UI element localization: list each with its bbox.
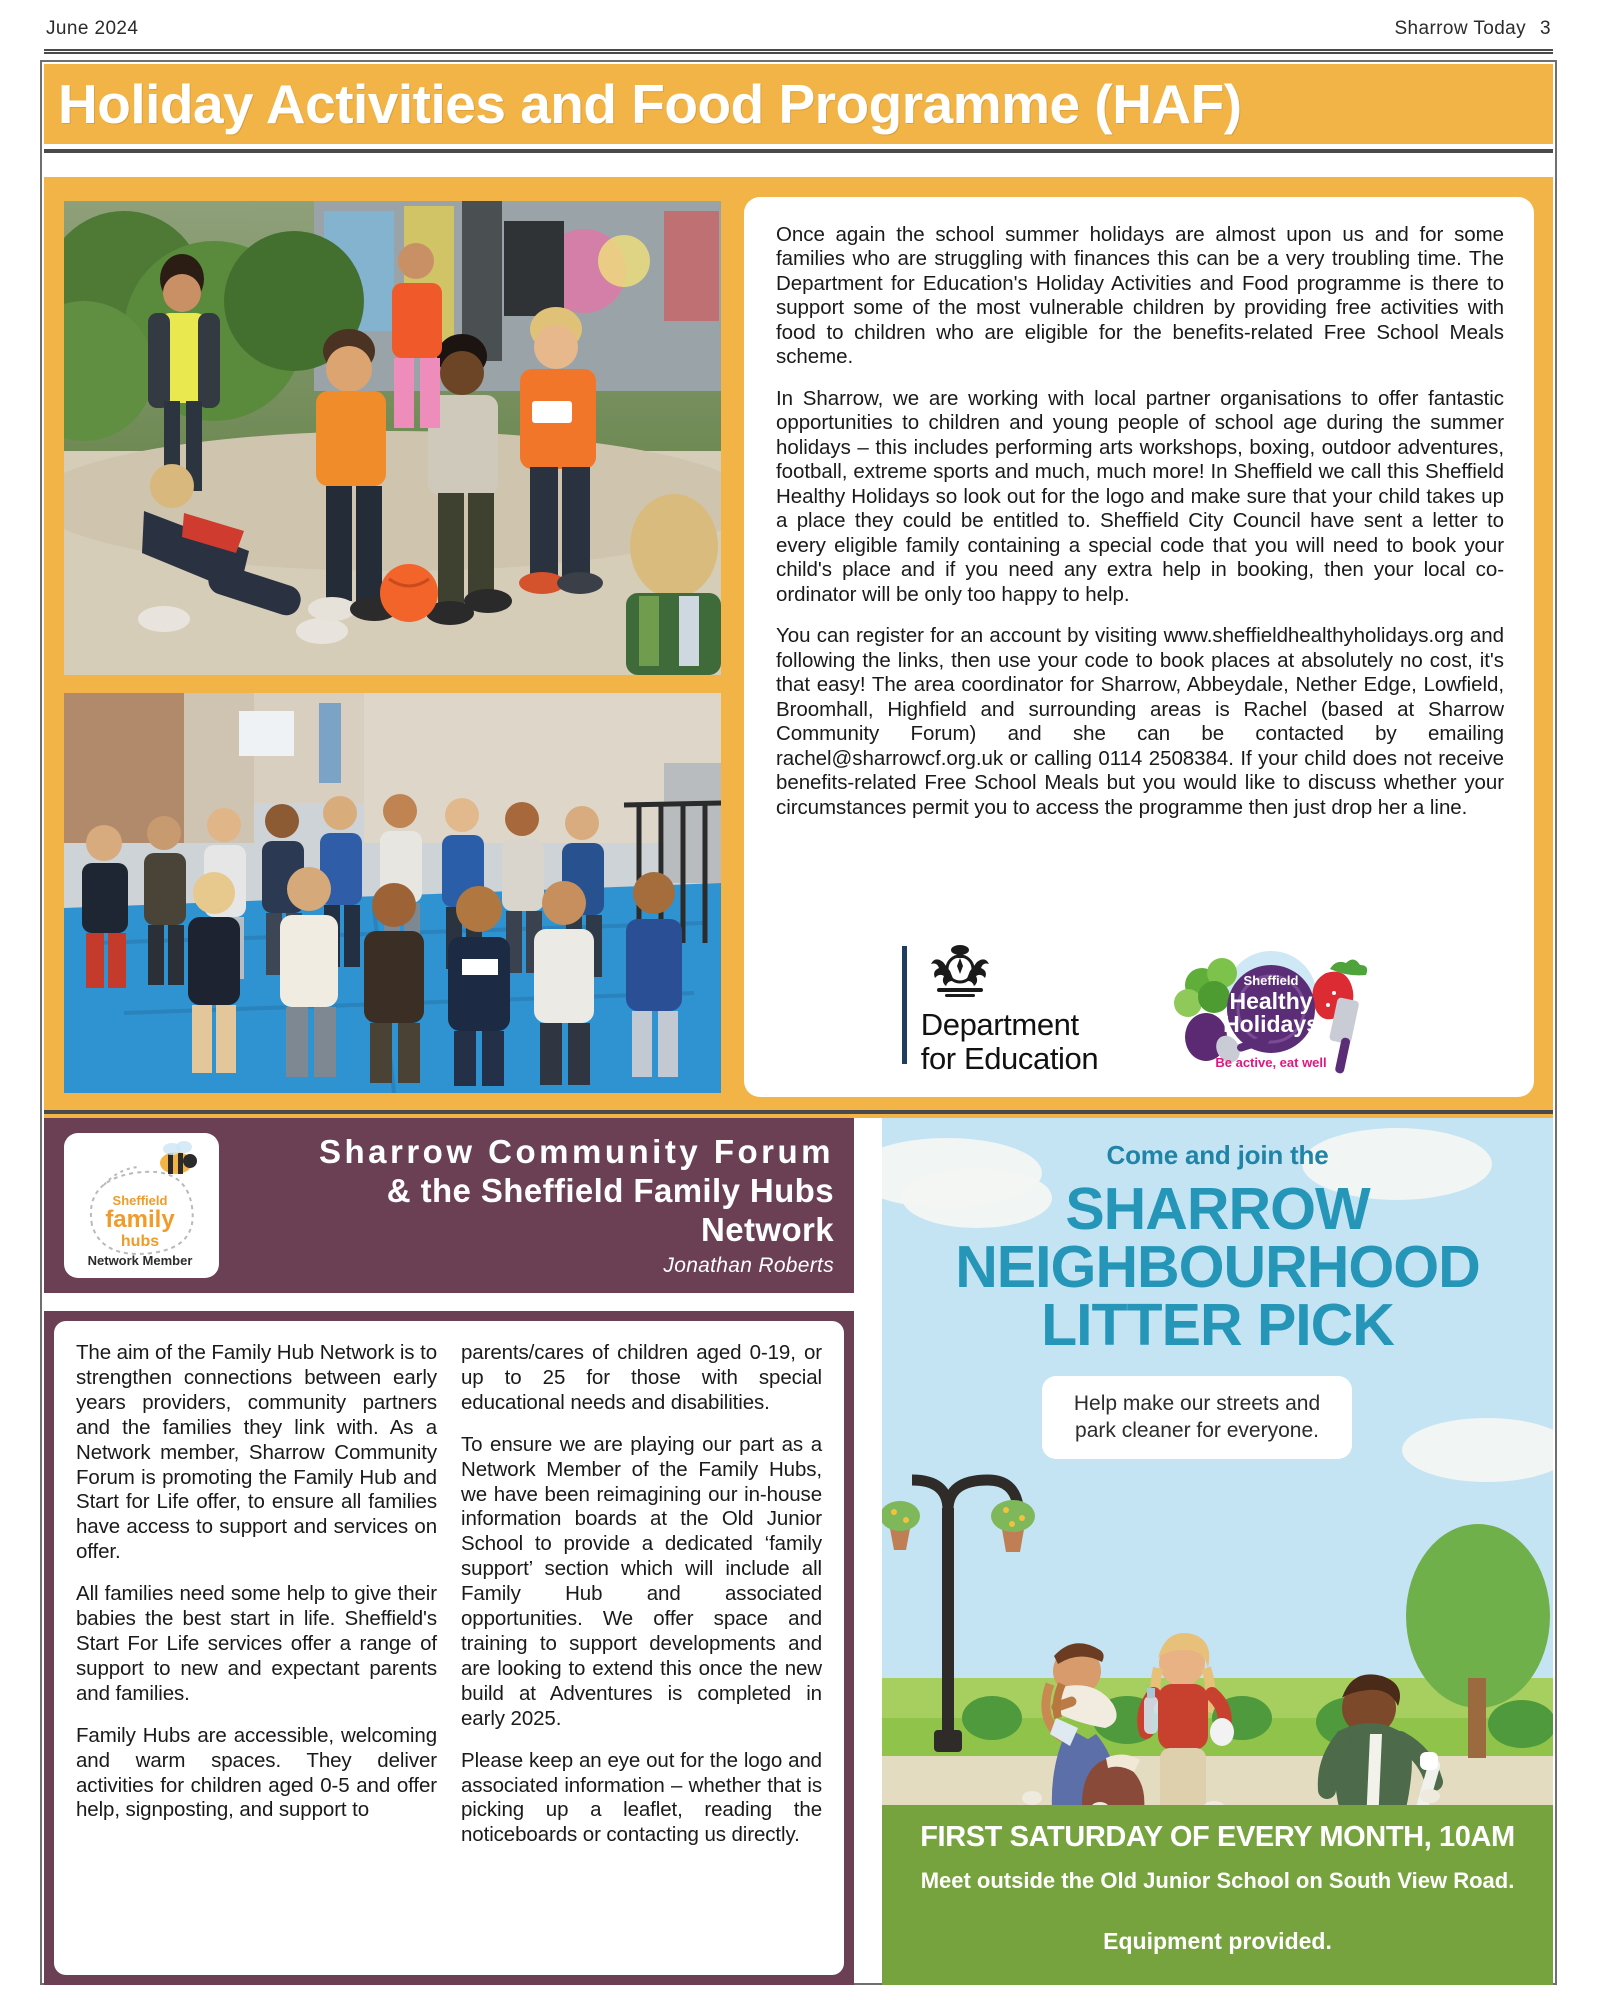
dfe-accent-bar xyxy=(902,946,907,1064)
sheffield-healthy-holidays-logo xyxy=(1166,945,1376,1075)
photo-group-exercise-art xyxy=(64,693,721,1093)
svg-text:Sheffield: Sheffield xyxy=(1243,973,1299,988)
scf-title-line1: Sharrow Community Forum xyxy=(318,1133,834,1171)
fh-left-paragraph-2: All families need some help to give their babies the best start in life. Sheffield's Start For Life services offer a range of support to new and expectant parents and families. xyxy=(76,1582,437,1705)
fh-right-paragraph-2: To ensure we are playing our part as a Network Member of the Family Hubs, we have been reimagining our in-house information boards at the Old Junior School to provide a dedicated ‘family support’ section which will include all Family Hub and associated opportunities. We offer space and training to support developments and are looking to extend this once the new build at Adventures is completed in early 2025. xyxy=(461,1432,822,1730)
family-hubs-column-right xyxy=(461,1341,822,1961)
haf-paragraph-2: In Sharrow, we are working with local partner organisations to offer fantastic opportunities to children and young people of school age during the summer holidays – this includes performing arts workshops, boxing, outdoor adventures, football, extreme sports and much, much more! In Sheffield we call this Sheffield Healthy Holidays so look out for the logo and make sure that your child takes up a place they could be entitled to. Sheffield City Council have sent a letter to every eligible family containing a special code that you will need to book your child's place and if you need any extra help in booking, then your local co-ordinator will be only too happy to help. xyxy=(776,386,1504,606)
header-divider xyxy=(44,49,1553,54)
svg-text:Network Member: Network Member xyxy=(87,1253,193,1268)
scf-title-line3: Network xyxy=(701,1210,834,1248)
svg-text:Holidays: Holidays xyxy=(1223,1011,1320,1037)
issue-date: June 2024 xyxy=(46,18,139,39)
banner-divider xyxy=(44,149,1553,153)
department-for-education-logo xyxy=(902,942,1098,1075)
haf-article-card xyxy=(744,197,1534,1097)
litter-pick-poster xyxy=(882,1118,1553,1985)
royal-crest-icon xyxy=(921,942,999,1004)
page-title: Holiday Activities and Food Programme (HAF) xyxy=(58,73,1242,135)
fh-right-paragraph-1: parents/cares of children aged 0-19, or up to 25 for those with special educational needs and disabilities. xyxy=(461,1341,822,1414)
family-hubs-column-left xyxy=(76,1341,437,1961)
photo-football xyxy=(64,201,721,675)
haf-banner xyxy=(44,64,1553,144)
fh-left-paragraph-1: The aim of the Family Hub Network is to strengthen connections between early years providers, community partners and the families they link with. As a Network member, Sharrow Community Forum is promoting the Family Hub and Start for Life offer, to ensure all families have access to support and services on offer. xyxy=(76,1341,437,1564)
poster-footer-where: Meet outside the Old Junior School on South View Road. xyxy=(920,1868,1515,1893)
family-hubs-body xyxy=(44,1311,854,1985)
poster-title-line2: NEIGHBOURHOOD xyxy=(955,1233,1480,1300)
running-head xyxy=(46,12,1551,46)
page-number: 3 xyxy=(1540,18,1551,39)
fh-left-paragraph-3: Family Hubs are accessible, welcoming and warm spaces. They deliver activities for children aged 0-5 and offer help, signposting, and support to xyxy=(76,1723,437,1822)
poster-title-line1: SHARROW xyxy=(1065,1176,1370,1242)
family-hubs-logo-art xyxy=(64,1133,219,1278)
svg-text:hubs: hubs xyxy=(120,1233,160,1250)
svg-text:family: family xyxy=(105,1206,175,1233)
family-hubs-header xyxy=(44,1118,854,1293)
healthy-holidays-art xyxy=(1166,945,1376,1075)
poster-heading-group xyxy=(882,1140,1553,1358)
svg-text:Sheffield: Sheffield xyxy=(112,1193,168,1208)
photo-football-art xyxy=(64,201,721,675)
publication-name: Sharrow Today xyxy=(1394,18,1527,39)
haf-paragraph-1: Once again the school summer holidays are almost upon us and for some families who are struggling with finances this can be a very troubling time. The Department for Education's Holiday Activities and Food programme is there to support some of the most vulnerable children by providing free activities with food to children who are eligible for the benefits-related Free School Meals scheme. xyxy=(776,223,1504,369)
poster-footer xyxy=(882,1805,1553,1985)
article-byline: Jonathan Roberts xyxy=(663,1253,834,1277)
poster-callout-box xyxy=(1042,1376,1352,1459)
section-divider xyxy=(44,1110,1553,1114)
scf-title-line2: & the Sheffield Family Hubs xyxy=(386,1172,834,1210)
photo-group-exercise xyxy=(64,693,721,1093)
partner-logos xyxy=(744,942,1534,1075)
poster-callout-line1: Help make our streets and xyxy=(1073,1392,1321,1415)
poster-footer-when: FIRST SATURDAY OF EVERY MONTH, 10AM xyxy=(920,1821,1515,1853)
poster-footer-equipment: Equipment provided. xyxy=(1103,1928,1332,1954)
dfe-label-line1: Department xyxy=(920,1007,1079,1043)
poster-title-line3: LITTER PICK xyxy=(1041,1291,1394,1358)
poster-eyebrow: Come and join the xyxy=(1106,1140,1329,1170)
sheffield-family-hubs-logo xyxy=(64,1133,219,1278)
lower-section xyxy=(44,1118,1553,1985)
dfe-label-line2: for Education xyxy=(920,1040,1099,1076)
poster-callout-line2: park cleaner for everyone. xyxy=(1075,1419,1319,1443)
haf-content-block xyxy=(44,177,1553,1118)
haf-paragraph-3: You can register for an account by visiting www.sheffieldhealthyholidays.org and following the links, then use your code to book places at absolutely no cost, it's that easy! The area coordinator for Sharrow, Abbeydale, Nether Edge, Lowfield, Broomhall, Highfield and surrounding areas is Rachel (based at Sharrow Community Forum) and she can be contacted by emailing rachel@sharrowcf.org.uk or calling 0114 2508384. If your child does not receive benefits-related Free School Meals but you would like to discuss whether your circumstances permit you to access the programme then just drop her a line. xyxy=(776,624,1504,819)
fh-right-paragraph-3: Please keep an eye out for the logo and associated information – whether that is picking up a leaflet, reading the noticeboards or contacting us directly. xyxy=(461,1748,822,1847)
svg-text:Be active, eat well: Be active, eat well xyxy=(1215,1055,1327,1070)
svg-text:Healthy: Healthy xyxy=(1229,988,1313,1014)
